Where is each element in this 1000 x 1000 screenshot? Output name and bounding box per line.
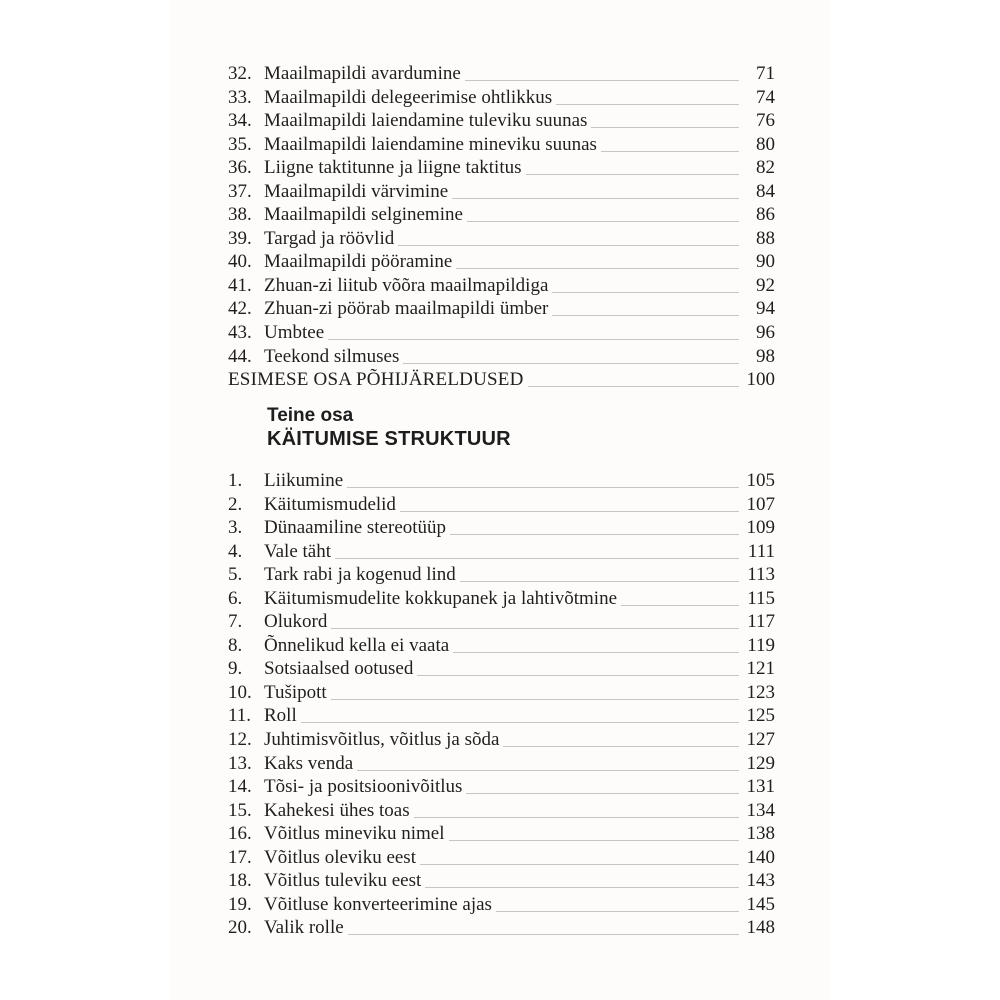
toc-entry-page: 98	[756, 345, 775, 367]
toc-entry-page: 145	[746, 893, 775, 915]
toc-entry-page: 96	[756, 322, 775, 344]
toc-entry-number: 39.	[228, 227, 252, 249]
toc-row	[228, 203, 775, 227]
toc-entry-number: 40.	[228, 251, 252, 273]
toc-entry-title: Võitlus tuleviku eest	[264, 870, 422, 892]
toc-entry-page: 88	[756, 227, 775, 249]
toc-row	[228, 893, 775, 917]
toc-entry-title: Maailmapildi avardumine	[264, 63, 461, 84]
toc-row	[228, 540, 775, 564]
toc-entry-page: 113	[747, 564, 775, 586]
toc-entry-title: Zhuan-zi pöörab maailmapildi ümber	[264, 298, 549, 320]
toc-entry-title: Maailmapildi laiendamine tuleviku suunas	[264, 110, 588, 132]
toc-leader-line	[449, 822, 740, 841]
toc-entry-title: Maailmapildi selginemine	[264, 204, 463, 226]
toc-entry-title: Teekond silmuses	[264, 345, 400, 367]
toc-entry-title: ESIMESE OSA PÕHIJÄRELDUSED	[228, 369, 524, 391]
toc-leader-line	[453, 634, 739, 653]
toc-entry-number: 20.	[228, 917, 252, 939]
toc-entry-page: 143	[746, 870, 775, 892]
toc-row	[228, 516, 775, 540]
toc-entry-number: 15.	[228, 799, 252, 821]
toc-leader-line	[465, 62, 739, 81]
toc-entry-number: 16.	[228, 823, 252, 845]
toc-leader-line	[601, 133, 739, 152]
toc-leader-line	[552, 297, 739, 316]
toc-leader-line	[403, 345, 739, 364]
toc-leader-line	[301, 704, 739, 723]
toc-entry-page: 140	[746, 846, 775, 868]
toc-row	[228, 469, 775, 493]
toc-row	[228, 274, 775, 298]
toc-leader-line	[460, 563, 739, 582]
toc-row	[228, 62, 775, 86]
toc-entry-page: 148	[746, 917, 775, 939]
toc-row	[228, 728, 775, 752]
toc-entry-title: Kaks venda	[264, 752, 354, 774]
toc-entry-title: Kahekesi ühes toas	[264, 799, 410, 821]
toc-row	[228, 133, 775, 157]
toc-entry-number: 14.	[228, 776, 252, 798]
toc-section-1-list	[228, 62, 775, 392]
toc-entry-title: Juhtimisvõitlus, võitlus ja sõda	[264, 729, 500, 751]
toc-leader-line	[347, 469, 739, 488]
toc-leader-line	[591, 109, 739, 128]
toc-leader-line	[503, 728, 739, 747]
toc-leader-line	[328, 321, 739, 340]
toc-row	[228, 109, 775, 133]
toc-entry-page: 134	[746, 799, 775, 821]
toc-row	[228, 86, 775, 110]
toc-entry-page: 105	[746, 470, 775, 491]
toc-entry-page: 127	[746, 729, 775, 751]
toc-entry-page: 125	[746, 705, 775, 727]
toc-entry-number: 11.	[228, 705, 252, 727]
toc-row	[228, 180, 775, 204]
toc-entry-title: Võitlus mineviku nimel	[264, 823, 445, 845]
toc-entry-title: Tušipott	[264, 681, 327, 703]
toc-leader-line	[414, 799, 739, 818]
toc-entry-number: 10.	[228, 681, 252, 703]
part-heading-title: KÄITUMISE STRUKTUUR	[267, 428, 511, 450]
toc-leader-line	[398, 227, 739, 246]
toc-row	[228, 156, 775, 180]
toc-entry-title: Maailmapildi delegeerimise ohtlikkus	[264, 86, 553, 108]
toc-entry-number: 7.	[228, 611, 243, 633]
toc-entry-title: Käitumismudelite kokkupanek ja lahtivõtmine	[264, 587, 618, 609]
toc-row	[228, 297, 775, 321]
toc-entry-page: 100	[746, 369, 775, 391]
toc-entry-page: 71	[756, 63, 775, 84]
toc-leader-line	[425, 869, 739, 888]
toc-entry-page: 90	[756, 251, 775, 273]
toc-leader-line	[556, 86, 739, 105]
toc-row	[228, 563, 775, 587]
toc-row	[228, 634, 775, 658]
toc-entry-page: 138	[746, 823, 775, 845]
toc-entry-page: 115	[747, 587, 775, 609]
toc-entry-page: 86	[756, 204, 775, 226]
toc-row	[228, 799, 775, 823]
toc-entry-title: Maailmapildi pööramine	[264, 251, 453, 273]
toc-entry-number: 35.	[228, 133, 252, 155]
toc-entry-number: 43.	[228, 322, 252, 344]
toc-row	[228, 752, 775, 776]
toc-leader-line	[331, 681, 739, 700]
toc-entry-number: 3.	[228, 517, 243, 539]
toc-entry-number: 9.	[228, 658, 243, 680]
toc-entry-number: 13.	[228, 752, 252, 774]
toc-entry-number: 41.	[228, 274, 252, 296]
toc-entry-title: Valik rolle	[264, 917, 344, 939]
toc-entry-title: Zhuan-zi liitub võõra maailmapildiga	[264, 274, 549, 296]
toc-entry-title: Sotsiaalsed ootused	[264, 658, 414, 680]
toc-entry-page: 119	[747, 634, 775, 656]
toc-entry-title: Tõsi- ja positsioonivõitlus	[264, 776, 463, 798]
toc-row	[228, 916, 775, 940]
toc-entry-title: Käitumismudelid	[264, 493, 396, 515]
toc-entry-number: 2.	[228, 493, 243, 515]
toc-entry-number: 42.	[228, 298, 252, 320]
toc-leader-line	[348, 916, 739, 935]
toc-entry-number: 32.	[228, 63, 252, 84]
toc-leader-line	[400, 493, 739, 512]
toc-entry-title: Õnnelikud kella ei vaata	[264, 634, 450, 656]
toc-entry-number: 44.	[228, 345, 252, 367]
toc-row	[228, 250, 775, 274]
toc-entry-page: 131	[746, 776, 775, 798]
toc-entry-title: Roll	[264, 705, 297, 727]
toc-entry-title: Liigne taktitunne ja liigne taktitus	[264, 157, 522, 179]
toc-row	[228, 657, 775, 681]
toc-row	[228, 822, 775, 846]
toc-entry-number: 37.	[228, 180, 252, 202]
toc-entry-number: 18.	[228, 870, 252, 892]
toc-entry-number: 1.	[228, 470, 243, 491]
toc-leader-line	[450, 516, 739, 535]
toc-leader-line	[456, 250, 739, 269]
toc-entry-title: Dünaamiline stereotüüp	[264, 517, 447, 539]
toc-row	[228, 869, 775, 893]
toc-entry-number: 17.	[228, 846, 252, 868]
toc-section-2-list	[228, 469, 775, 940]
toc-leader-line	[526, 156, 739, 175]
toc-leader-line	[452, 180, 739, 199]
toc-entry-page: 117	[747, 611, 775, 633]
toc-entry-page: 76	[756, 110, 775, 132]
toc-entry-page: 74	[756, 86, 775, 108]
toc-leader-line	[466, 775, 739, 794]
toc-entry-page: 129	[746, 752, 775, 774]
toc-entry-number: 38.	[228, 204, 252, 226]
toc-row	[228, 227, 775, 251]
book-page	[170, 0, 830, 1000]
toc-entry-page: 123	[746, 681, 775, 703]
toc-entry-number: 8.	[228, 634, 243, 656]
toc-leader-line	[331, 610, 739, 629]
toc-entry-page: 121	[746, 658, 775, 680]
toc-entry-title: Tark rabi ja kogenud lind	[264, 564, 456, 586]
toc-entry-number: 5.	[228, 564, 243, 586]
toc-entry-page: 94	[756, 298, 775, 320]
toc-leader-line	[357, 752, 739, 771]
toc-entry-title: Maailmapildi laiendamine mineviku suunas	[264, 133, 597, 155]
toc-entry-number: 34.	[228, 110, 252, 132]
toc-leader-line	[552, 274, 739, 293]
part-heading	[267, 404, 511, 451]
toc-entry-page: 107	[746, 493, 775, 515]
toc-row	[228, 321, 775, 345]
toc-entry-number: 12.	[228, 729, 252, 751]
toc-entry-title: Umbtee	[264, 322, 325, 344]
toc-entry-number: 36.	[228, 157, 252, 179]
toc-row	[228, 368, 775, 392]
toc-row	[228, 846, 775, 870]
toc-entry-title: Olukord	[264, 611, 328, 633]
toc-entry-page: 80	[756, 133, 775, 155]
toc-entry-title: Võitlus oleviku eest	[264, 846, 416, 868]
toc-entry-page: 82	[756, 157, 775, 179]
toc-row	[228, 704, 775, 728]
toc-entry-title: Võitluse konverteerimine ajas	[264, 893, 492, 915]
toc-entry-number: 6.	[228, 587, 243, 609]
toc-row	[228, 493, 775, 517]
toc-row	[228, 775, 775, 799]
toc-leader-line	[420, 846, 739, 865]
toc-entry-page: 92	[756, 274, 775, 296]
toc-entry-number: 33.	[228, 86, 252, 108]
part-heading-subtitle: Teine osa	[267, 405, 354, 426]
toc-leader-line	[496, 893, 739, 912]
toc-entry-page: 109	[746, 517, 775, 539]
toc-row	[228, 345, 775, 369]
toc-leader-line	[335, 540, 739, 559]
toc-leader-line	[528, 368, 739, 387]
toc-entry-page: 84	[756, 180, 775, 202]
toc-entry-title: Vale täht	[264, 540, 332, 562]
toc-row	[228, 681, 775, 705]
toc-entry-number: 4.	[228, 540, 243, 562]
toc-row	[228, 587, 775, 611]
toc-leader-line	[621, 587, 739, 606]
toc-entry-title: Liikumine	[264, 470, 344, 491]
toc-entry-number: 19.	[228, 893, 252, 915]
toc-leader-line	[467, 203, 739, 222]
toc-row	[228, 610, 775, 634]
toc-entry-title: Maailmapildi värvimine	[264, 180, 449, 202]
toc-leader-line	[417, 657, 739, 676]
toc-entry-page: 111	[747, 540, 775, 562]
toc-entry-title: Targad ja röövlid	[264, 227, 395, 249]
